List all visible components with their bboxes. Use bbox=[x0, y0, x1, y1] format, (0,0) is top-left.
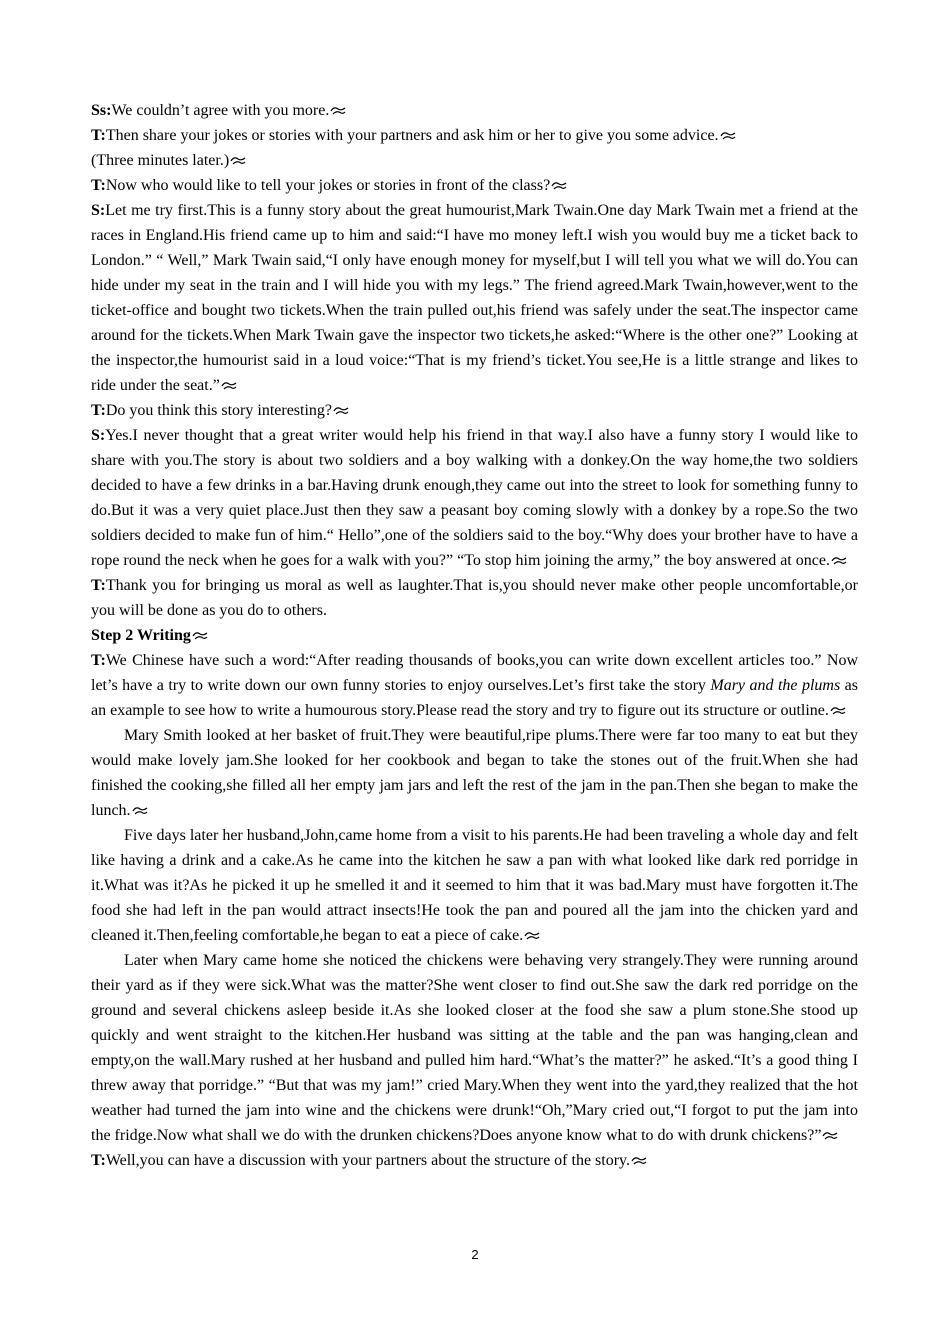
speaker-label: T: bbox=[91, 402, 106, 419]
story-text: Mary Smith looked at her basket of fruit.They were beautiful,ripe plums.There were far too many to eat but they would make lovely jam.She looked for her cookbook and began to take the stones out of the fruit.When she had finished the cooking,she filled all her empty jam jars and left the rest of the jam in the pan.Then she began to make the lunch. bbox=[91, 727, 858, 819]
paragraph-mark-icon bbox=[631, 1156, 647, 1166]
story-text: Later when Mary came home she noticed the chickens were behaving very strangely.They were running around their yard as if they were sick.What was the matter?She went closer to find out.She saw the dark red porridge on the ground and several chickens asleep beside it.As she looked closer at the food she saw a plum stone.She stood up quickly and went straight to the kitchen.Her husband was sitting at the table and the pan was hanging,clean and empty,on the wall.Mary rushed at her husband and pulled him hard.“What’s the matter?” he asked.“It’s a good thing I threw away that porridge.” “But that was my jam!” cried Mary.When they went into the yard,they realized that the hot weather had turned the jam into wine and the chickens were drunk!“Oh,”Mary cried out,“I forgot to put the jam into the fridge.Now what shall we do with the drunken chickens?Does anyone know what to do with drunk chickens?” bbox=[91, 952, 858, 1144]
paragraph-mark-icon bbox=[230, 156, 246, 166]
dialogue-text: Yes.I never thought that a great writer would help his friend in that way.I also have a funny story I would like to share with you.The story is about two soldiers and a boy walking with a donkey.On the way home,the two soldiers decided to have a few drinks in a bar.Having drunk enough,they came out into the street to look for something funny to do.But it was a very quiet place.Just then they saw a peasant boy coming slowly with a donkey by a rope.So the two soldiers decided to make fun of him.“ Hello”,one of the soldiers said to the boy.“Why does your brother have to have a rope round the neck when he goes for a walk with you?” “To stop him joining the army,” the boy answered at once. bbox=[91, 427, 858, 569]
paragraph-mark-icon bbox=[524, 931, 540, 941]
speaker-label: Ss: bbox=[91, 102, 112, 119]
dialogue-text: Do you think this story interesting? bbox=[105, 402, 333, 419]
dialogue-text: We couldn’t agree with you more. bbox=[111, 102, 330, 119]
dialogue-text: Thank you for bringing us moral as well as laughter.That is,you should never make other people uncomfortable,or you will be done as you do to others. bbox=[91, 577, 858, 619]
story-paragraph bbox=[91, 723, 858, 823]
paragraph-mark-icon bbox=[831, 556, 847, 566]
dialogue-line bbox=[91, 98, 858, 123]
paragraph-mark-icon bbox=[822, 1131, 838, 1141]
dialogue-line bbox=[91, 573, 858, 623]
document-body bbox=[91, 98, 858, 1173]
paragraph-mark-icon bbox=[221, 381, 237, 391]
paragraph-mark-icon bbox=[132, 806, 148, 816]
paragraph-mark-icon bbox=[830, 706, 846, 716]
speaker-label: T: bbox=[91, 177, 106, 194]
dialogue-text: (Three minutes later.) bbox=[91, 152, 230, 169]
story-text: Five days later her husband,John,came home from a visit to his parents.He had been traveling a whole day and felt like having a drink and a cake.As he came into the kitchen he saw a pan with what looked like dark red porridge in it.What was it?As he picked it up he smelled it and it seemed to him that it was bad.Mary must have forgotten it.The food she had left in the pan would attract insects!He took the pan and poured all the jam into the chicken yard and cleaned it.Then,feeling comfortable,he began to eat a piece of cake. bbox=[91, 827, 858, 944]
section-title: Step 2 Writing bbox=[91, 627, 191, 644]
story-title: Mary and the plums bbox=[710, 677, 841, 694]
dialogue-line bbox=[91, 423, 858, 573]
dialogue-line bbox=[91, 648, 858, 723]
dialogue-text: Let me try first.This is a funny story about the great humourist,Mark Twain.One day Mark Twain met a friend at the races in England.His friend came up to him and said:“I have mo money left.I wish you would buy me a ticket back to London.” “ Well,” Mark Twain said,“I only have enough money for myself,but I will tell you what we will do.You can hide under my seat in the train and I will hide you with my legs.” The friend agreed.Mark Twain,however,went to the ticket-office and bought two tickets.When the train pulled out,his friend was safely under the seat.The inspector came around for the tickets.When Mark Twain gave the inspector two tickets,he asked:“Where is the other one?” Looking at the inspector,the humourist said in a loud voice:“That is my friend’s ticket.You see,He is a little strange and likes to ride under the seat.” bbox=[91, 202, 858, 394]
section-heading bbox=[91, 623, 858, 648]
speaker-label: S: bbox=[91, 427, 106, 444]
speaker-label: T: bbox=[91, 577, 106, 594]
speaker-label: T: bbox=[91, 652, 106, 669]
paragraph-mark-icon bbox=[720, 131, 736, 141]
paragraph-mark-icon bbox=[333, 406, 349, 416]
speaker-label: T: bbox=[91, 1152, 106, 1169]
page-number: 2 bbox=[471, 1247, 479, 1262]
dialogue-text: Then share your jokes or stories with your partners and ask him or her to give you some advice. bbox=[105, 127, 719, 144]
dialogue-text: We Chinese have such a word:“After reading thousands of books,you can write down excellent articles too.” Now let’s have a try to write down our own funny stories to enjoy ourselves.Let’s first take the story bbox=[91, 652, 858, 694]
dialogue-text: Now who would like to tell your jokes or stories in front of the class? bbox=[105, 177, 551, 194]
paragraph-mark-icon bbox=[192, 631, 208, 641]
dialogue-line bbox=[91, 1148, 858, 1173]
dialogue-line bbox=[91, 173, 858, 198]
story-paragraph bbox=[91, 823, 858, 948]
dialogue-line bbox=[91, 398, 858, 423]
dialogue-text: as an example to see how to write a humourous story.Please read the story and try to figure out its structure or outline. bbox=[91, 677, 858, 719]
dialogue-text: Well,you can have a discussion with your partners about the structure of the story. bbox=[105, 1152, 631, 1169]
dialogue-line bbox=[91, 198, 858, 398]
story-paragraph bbox=[91, 948, 858, 1148]
paragraph-mark-icon bbox=[551, 181, 567, 191]
dialogue-line bbox=[91, 123, 858, 148]
stage-direction bbox=[91, 148, 858, 173]
speaker-label: S: bbox=[91, 202, 106, 219]
speaker-label: T: bbox=[91, 127, 106, 144]
paragraph-mark-icon bbox=[330, 106, 346, 116]
